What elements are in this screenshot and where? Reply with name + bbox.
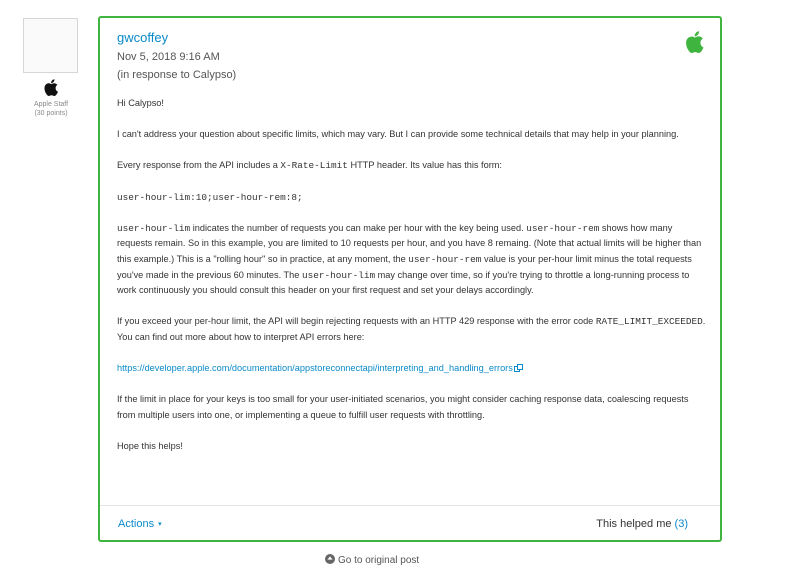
inline-code: user-hour-rem [526,222,600,234]
documentation-link[interactable]: https://developer.apple.com/documentation/appstoreconnectapi/interpreting_and_handling_errors [117,363,513,374]
avatar[interactable] [23,18,78,73]
post-footer [100,505,720,542]
helpful-count-link[interactable]: (3) [674,518,688,530]
paragraph: If the limit in place for your keys is too small for your user-initiated scenarios, you might consider caching response data, coalescing requests from multiple users into one, or implementing a queue to fulfill user requests with throttling. [117,394,689,420]
in-response-to: (in response to Calypso) [117,69,237,81]
helpful-vote[interactable]: This helped me (3) [596,518,688,530]
inline-code: X-Rate-Limit [280,160,348,172]
author-role: Apple Staff [33,101,69,108]
apple-logo-icon [44,79,58,96]
paragraph: If you exceed your per-hour limit, the API will begin rejecting requests with an HTTP 429 response with the error code RATE_LIMIT_EXCEEDED. You can find out more about how to interpret API errors here: [117,316,706,342]
arrow-up-circle-icon [325,554,335,564]
actions-menu-button[interactable]: Actions ▾ [118,518,162,530]
go-to-original-post-link[interactable]: Go to original post [325,554,419,568]
greeting: Hi Calypso! [117,98,164,108]
inline-code: user-hour-lim [117,222,191,234]
post-date: Nov 5, 2018 9:16 AM [117,51,220,63]
reply-post [98,16,722,542]
default-avatar-icon [24,19,78,73]
code-example: user-hour-lim:10;user-hour-rem:8; [117,191,303,203]
paragraph: user-hour-lim indicates the number of requests you can make per hour with the key being used. user-hour-rem shows how many requests remain. So in this example, you are limited to 10 requests per hour, and you have 8 remaing. (Note that actual limits will be higher than this example.) This is a "rolling hour" so in practice, at any moment, the user-hour-rem value is your per-hour limit minus the total requests you've made in the previous 60 minutes. The user-hour-lim may change over time, so if you're trying to throttle a long-running process to work continuously you should consult this header on your first request and set your delays accordingly. [117,222,702,296]
external-link-icon [514,364,523,372]
apple-logo-icon [685,31,704,53]
author-points: (30 points) [34,110,68,117]
closing: Hope this helps! [117,441,183,452]
paragraph: I can't address your question about specific limits, which may vary. But I can provide some technical details that may help in your planning. [117,129,679,140]
post-body [117,96,707,470]
inline-code: RATE_LIMIT_EXCEEDED [595,316,703,328]
inline-code: user-hour-rem [408,253,482,265]
post-header [117,29,236,83]
paragraph [117,361,707,377]
paragraph: Every response from the API includes a X-Rate-Limit HTTP header. Its value has this form: [117,160,502,172]
author-sidebar [23,18,79,118]
chevron-down-icon: ▾ [158,521,162,528]
author-name-link[interactable]: gwcoffey [117,30,169,45]
inline-code: user-hour-lim [301,269,376,281]
